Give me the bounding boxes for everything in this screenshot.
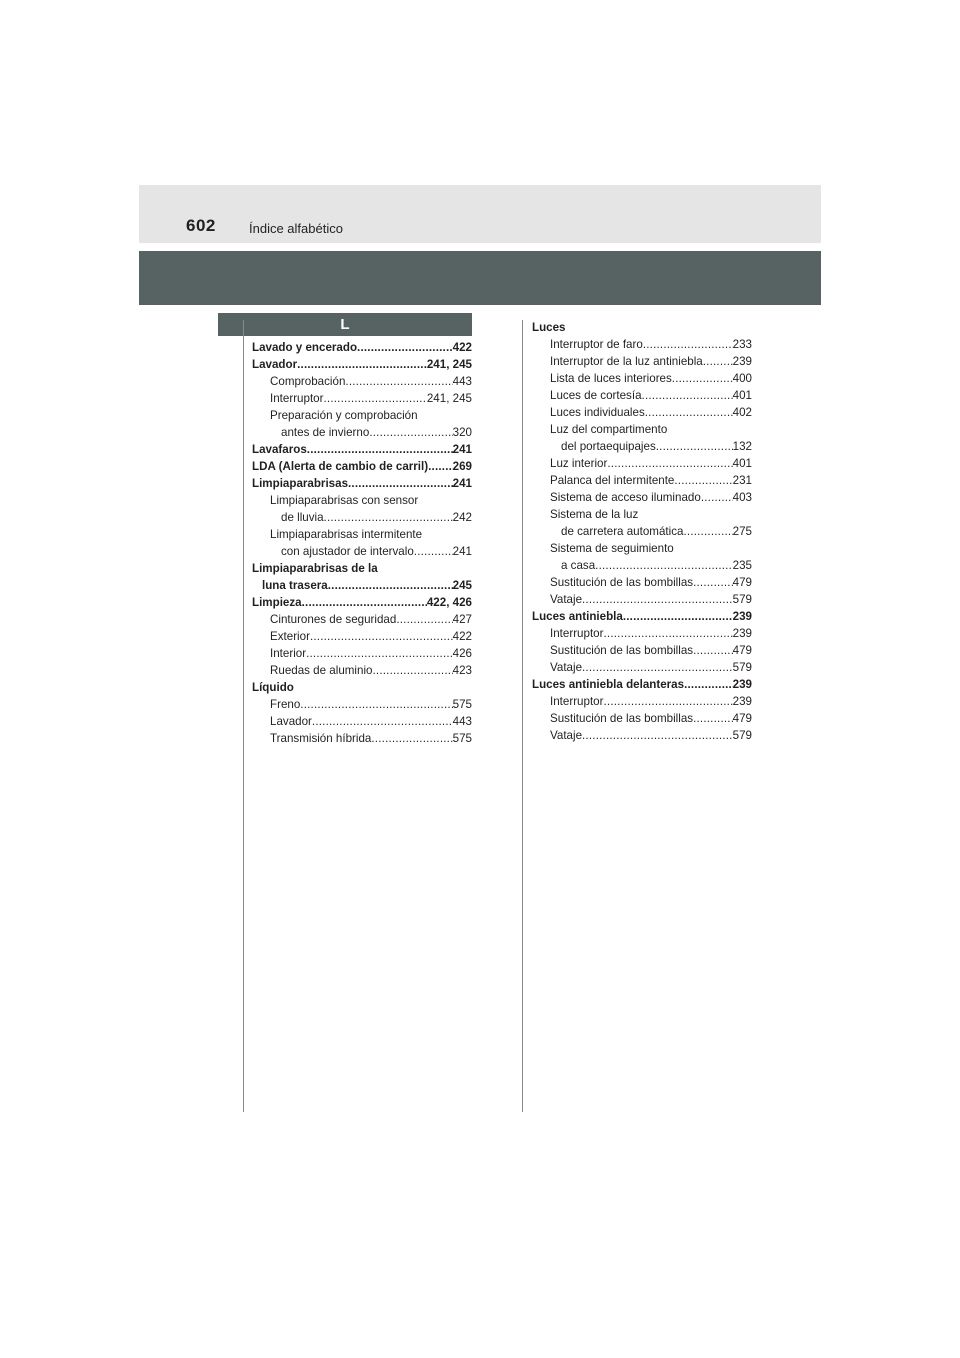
entry-page: 579: [732, 593, 752, 606]
index-subentry-line1: Sistema de la luz: [550, 508, 639, 521]
entry-label: Vataje .....: [550, 659, 733, 676]
index-subentry: [532, 625, 752, 642]
section-letter-tab: L: [218, 313, 472, 336]
entry-page: 320: [452, 426, 472, 439]
entry-label: Luces de cortesía .....: [550, 387, 733, 404]
entry-label: Limpiaparabrisas .....: [252, 475, 453, 492]
entry-page: 443: [452, 715, 472, 728]
entry-page: 479: [732, 644, 752, 657]
index-entry-line1: Limpiaparabrisas de la: [252, 562, 378, 575]
entry-label: Luz interior .....: [550, 455, 733, 472]
entry-label: Comprobación .....: [270, 373, 453, 390]
index-subentry: [252, 645, 472, 662]
entry-label: Sustitución de las bombillas .....: [550, 642, 733, 659]
entry-label: a casa .....: [561, 557, 733, 574]
entry-label: LDA (Alerta de cambio de carril) .....: [252, 458, 453, 475]
index-entry: [532, 608, 752, 625]
index-entry: [252, 339, 472, 356]
entry-label: Exterior .....: [270, 628, 453, 645]
entry-page: 479: [732, 576, 752, 589]
index-column-left: [252, 339, 472, 747]
entry-label: Interruptor .....: [550, 625, 733, 642]
index-subentry: [532, 557, 752, 574]
index-subentry: [252, 662, 472, 679]
index-subentry: [532, 404, 752, 421]
entry-page: 241: [452, 477, 472, 490]
index-entry-heading: Líquido: [252, 681, 294, 694]
entry-page: 575: [452, 732, 472, 745]
entry-page: 579: [732, 729, 752, 742]
entry-page: 241: [452, 545, 472, 558]
entry-label: Interruptor de faro .....: [550, 336, 733, 353]
index-subentry: [532, 336, 752, 353]
index-subentry: [532, 472, 752, 489]
index-subentry: [252, 390, 472, 407]
index-subentry: [532, 574, 752, 591]
index-subentry: [532, 455, 752, 472]
entry-label: de carretera automática .....: [561, 523, 733, 540]
entry-page: 231: [732, 474, 752, 487]
entry-page: 401: [732, 457, 752, 470]
entry-label: Lavador .....: [252, 356, 427, 373]
entry-page: 422, 426: [426, 596, 472, 609]
entry-page: 427: [452, 613, 472, 626]
entry-page: 242: [452, 511, 472, 524]
entry-page: 402: [732, 406, 752, 419]
index-subentry: [532, 642, 752, 659]
entry-label: Sustitución de las bombillas .....: [550, 574, 733, 591]
entry-page: 400: [732, 372, 752, 385]
index-entry: [252, 475, 472, 492]
entry-label: Interruptor de la luz antiniebla .....: [550, 353, 733, 370]
entry-page: 235: [732, 559, 752, 572]
entry-label: Luces antiniebla delanteras .....: [532, 676, 733, 693]
entry-label: Lista de luces interiores .....: [550, 370, 733, 387]
entry-page: 239: [732, 610, 752, 623]
index-subentry: [532, 523, 752, 540]
entry-label: con ajustador de intervalo .....: [281, 543, 453, 560]
entry-page: 241: [452, 443, 472, 456]
index-subentry-line1: Luz del compartimento: [550, 423, 668, 436]
entry-page: 443: [452, 375, 472, 388]
index-column-right: [532, 319, 752, 744]
index-subentry: [532, 727, 752, 744]
entry-page: 239: [732, 678, 752, 691]
index-subentry-line1: Preparación y comprobación: [270, 409, 418, 422]
index-subentry: [252, 628, 472, 645]
index-subentry-line1: Limpiaparabrisas intermitente: [270, 528, 423, 541]
index-entry: [252, 356, 472, 373]
index-entry: [252, 441, 472, 458]
index-subentry: [532, 693, 752, 710]
entry-label: Interruptor .....: [270, 390, 427, 407]
entry-page: 401: [732, 389, 752, 402]
entry-label: Freno .....: [270, 696, 453, 713]
index-subentry: [252, 543, 472, 560]
entry-label: Transmisión híbrida .....: [270, 730, 453, 747]
index-subentry: [252, 611, 472, 628]
index-entry: [252, 594, 472, 611]
index-subentry: [532, 353, 752, 370]
index-subentry: [252, 424, 472, 441]
index-subentry: [252, 696, 472, 713]
entry-label: Lavado y encerado .....: [252, 339, 453, 356]
entry-label: Lavador .....: [270, 713, 453, 730]
entry-label: Luces individuales .....: [550, 404, 733, 421]
index-subentry: [252, 509, 472, 526]
index-entry: [532, 676, 752, 693]
entry-label: Palanca del intermitente .....: [550, 472, 733, 489]
entry-page: 132: [732, 440, 752, 453]
entry-label: Ruedas de aluminio .....: [270, 662, 453, 679]
left-column-rule: [243, 320, 244, 1112]
index-subentry: [532, 438, 752, 455]
entry-page: 239: [732, 695, 752, 708]
index-subentry: [532, 489, 752, 506]
entry-page: 422: [452, 630, 472, 643]
entry-label: Sistema de acceso iluminado .....: [550, 489, 733, 506]
entry-label: Interruptor .....: [550, 693, 733, 710]
entry-page: 239: [732, 627, 752, 640]
index-subentry: [532, 710, 752, 727]
entry-label: Vataje .....: [550, 591, 733, 608]
entry-page: 269: [452, 460, 472, 473]
page-number: 602: [186, 216, 216, 235]
entry-page: 275: [732, 525, 752, 538]
index-subentry-line1: Limpiaparabrisas con sensor: [270, 494, 419, 507]
entry-page: 233: [732, 338, 752, 351]
entry-label: de lluvia .....: [281, 509, 453, 526]
index-subentry: [532, 591, 752, 608]
index-subentry: [532, 370, 752, 387]
entry-label: Sustitución de las bombillas .....: [550, 710, 733, 727]
index-subentry-line1: Sistema de seguimiento: [550, 542, 674, 555]
page-title: Índice alfabético: [249, 221, 343, 236]
entry-page: 245: [452, 579, 472, 592]
entry-page: 241, 245: [426, 392, 472, 405]
entry-label: Lavafaros .....: [252, 441, 453, 458]
entry-label: del portaequipajes .....: [561, 438, 733, 455]
header-dark-band: [139, 251, 821, 305]
index-entry-heading: Luces: [532, 321, 566, 334]
index-entry: [252, 577, 472, 594]
index-subentry: [532, 659, 752, 676]
entry-label: antes de invierno .....: [281, 424, 453, 441]
entry-page: 579: [732, 661, 752, 674]
entry-page: 426: [452, 647, 472, 660]
entry-label: Cinturones de seguridad .....: [270, 611, 453, 628]
entry-page: 479: [732, 712, 752, 725]
entry-label: Vataje .....: [550, 727, 733, 744]
index-subentry: [252, 730, 472, 747]
entry-page: 575: [452, 698, 472, 711]
page-header: [139, 185, 821, 243]
entry-page: 423: [452, 664, 472, 677]
entry-label: Interior .....: [270, 645, 453, 662]
entry-page: 422: [452, 341, 472, 354]
index-subentry: [532, 387, 752, 404]
index-subentry: [252, 373, 472, 390]
right-column-rule: [522, 320, 523, 1112]
entry-page: 241, 245: [426, 358, 472, 371]
entry-label: Limpieza .....: [252, 594, 427, 611]
entry-label: Luces antiniebla .....: [532, 608, 733, 625]
entry-page: 239: [732, 355, 752, 368]
entry-page: 403: [732, 491, 752, 504]
index-subentry: [252, 713, 472, 730]
index-entry: [252, 458, 472, 475]
entry-label: luna trasera .....: [262, 577, 453, 594]
